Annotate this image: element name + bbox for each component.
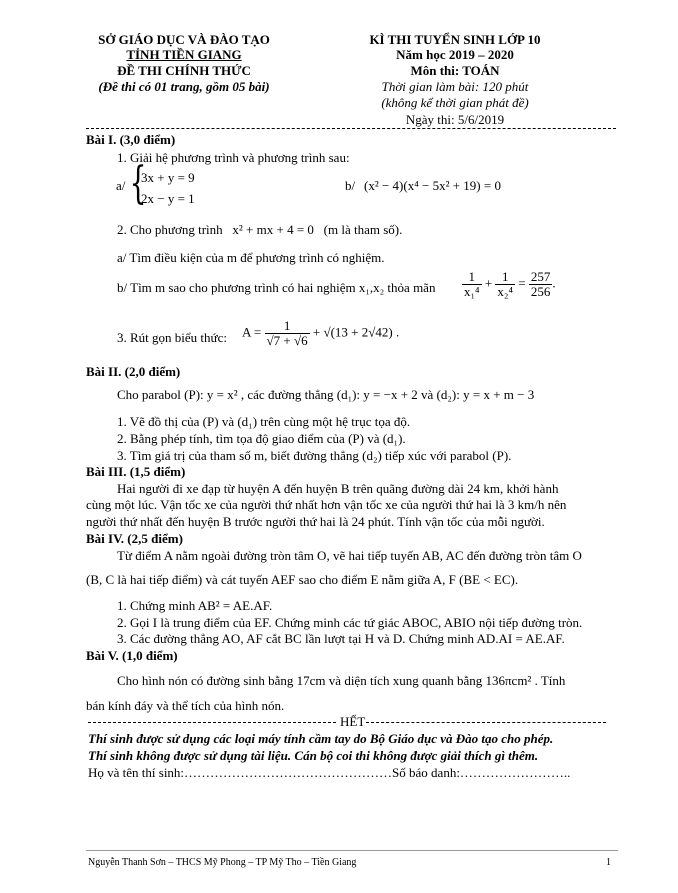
header-official: ĐỀ THI CHÍNH THỨC bbox=[117, 63, 251, 78]
header-province: TỈNH TIỀN GIANG bbox=[126, 47, 242, 62]
bai2-intro: Cho parabol (P): y = x² , các đường thẳng (d₁): y = −x + 2 và (d₂): y = x + m − 3 bbox=[117, 387, 535, 402]
bai4-line2: (B, C là hai tiếp điểm) và cát tuyến AEF sao cho điểm E nằm giữa A, F (BE < EC). bbox=[86, 572, 519, 587]
bai1-q2-equation: x² + mx + 4 = 0 bbox=[232, 222, 314, 237]
q3-den: √7 + √6 bbox=[266, 333, 308, 348]
bai1-b-equation: (x² − 4)(x⁴ − 5x² + 19) = 0 bbox=[364, 178, 501, 193]
bai4-title: Bài IV. (2,5 điểm) bbox=[86, 531, 183, 546]
bai1-a-label: a/ bbox=[116, 178, 126, 193]
q3-lhs: A = bbox=[242, 324, 262, 340]
system-brace: { bbox=[129, 158, 147, 209]
frac1-num: 1 bbox=[462, 270, 482, 285]
rhs-num: 257 bbox=[530, 269, 551, 284]
bai1-q2 bbox=[117, 222, 402, 237]
header-exam-date: Ngày thi: 5/6/2019 bbox=[405, 112, 505, 127]
header-pages-note: (Đề thi có 01 trang, gồm 05 bài) bbox=[98, 79, 270, 94]
bai5-line2: bán kính đáy và thể tích của hình nón. bbox=[86, 698, 285, 713]
bai1-title: Bài I. (3,0 điểm) bbox=[86, 132, 176, 147]
bai4-q1: 1. Chứng minh AB² = AE.AF. bbox=[117, 598, 273, 613]
bai1-q2b: b/ Tìm m sao cho phương trình có hai nghiệm x₁,x₂ thỏa mãn bbox=[117, 280, 436, 295]
header-school-year: Năm học 2019 – 2020 bbox=[396, 47, 514, 62]
bai1-system-eq2: 2x − y = 1 bbox=[141, 191, 195, 206]
page-footer-author: Nguyễn Thanh Sơn – THCS Mỹ Phong – TP Mỹ Tho – Tiền Giang bbox=[88, 857, 357, 868]
het-rule-left bbox=[88, 722, 336, 723]
bai5-line1: Cho hình nón có đường sinh bằng 17cm và diện tích xung quanh bằng 136πcm² . Tính bbox=[117, 673, 566, 688]
bai3-line2: cùng một lúc. Vận tốc xe của người thứ nhất hơn vận tốc xe của người thứ hai là 3 km/h nên bbox=[86, 497, 567, 512]
frac2-num: 1 bbox=[495, 270, 515, 285]
het-rule-right bbox=[366, 722, 606, 723]
bai5-title: Bài V. (1,0 điểm) bbox=[86, 648, 178, 663]
frac2-den: x₂⁴ bbox=[497, 284, 513, 299]
header-subject: Môn thi: TOÁN bbox=[410, 63, 500, 78]
page-number: 1 bbox=[606, 857, 611, 868]
bai2-title: Bài II. (2,0 điểm) bbox=[86, 364, 181, 379]
bai2-q2: 2. Bằng phép tính, tìm tọa độ giao điểm của (P) và (d₁). bbox=[117, 431, 406, 446]
header-dept: SỞ GIÁO DỤC VÀ ĐÀO TẠO bbox=[98, 32, 270, 47]
header-exam-title: KÌ THI TUYỂN SINH LỚP 10 bbox=[369, 32, 541, 47]
bai2-q3: 3. Tìm giá trị của tham số m, biết đường thẳng (d₂) tiếp xúc với parabol (P). bbox=[117, 448, 512, 463]
bai3-line1: Hai người đi xe đạp từ huyện A đến huyện B trên quãng đường dài 24 km, khởi hành bbox=[117, 481, 559, 496]
bai1-q3: 3. Rút gọn biểu thức: bbox=[117, 330, 227, 345]
bai4-q3: 3. Các đường thẳng AO, AF cắt BC lần lượt tại H và D. Chứng minh AD.AI = AE.AF. bbox=[117, 631, 565, 646]
q3-tail: + √(13 + 2√42) . bbox=[312, 324, 400, 340]
bai1-b-label: b/ bbox=[345, 178, 356, 193]
bai1-q2-note: (m là tham số). bbox=[323, 222, 403, 237]
bai1-q2b-condition: $\frac{1}{\text{x₁⁴}}$ + $\frac{1}{\text{x₂⁴}}$ = $\frac{257}{256}$ . bbox=[464, 269, 556, 299]
bai1-system-eq1: 3x + y = 9 bbox=[141, 170, 195, 185]
bai2-q1: 1. Vẽ đồ thị của (P) và (d₁) trên cùng một hệ trục tọa độ. bbox=[117, 414, 411, 429]
bai4-line1: Từ điểm A nằm ngoài đường tròn tâm O, vẽ hai tiếp tuyến AB, AC đến đường tròn tâm O bbox=[117, 548, 582, 563]
header-duration: Thời gian làm bài: 120 phút bbox=[381, 79, 529, 94]
het-label: HẾT bbox=[340, 714, 366, 729]
q3-num: 1 bbox=[265, 319, 310, 334]
bai1-q2-text: 2. Cho phương trình bbox=[117, 222, 223, 237]
candidate-info-line: Họ và tên thí sinh:…………………………………………Số báo danh:…………………….. bbox=[88, 765, 571, 780]
bai1-q3-expression bbox=[242, 319, 399, 348]
rhs-den: 256 bbox=[530, 284, 551, 299]
bai4-q2: 2. Gọi I là trung điểm của EF. Chứng minh các tứ giác ABOC, ABIO nội tiếp đường tròn. bbox=[117, 615, 583, 630]
bai3-title: Bài III. (1,5 điểm) bbox=[86, 464, 186, 479]
footer-note1: Thí sinh được sử dụng các loại máy tính cầm tay do Bộ Giáo dục và Đào tạo cho phép. bbox=[88, 731, 554, 746]
bai1-q2a: a/ Tìm điều kiện của m để phương trình có nghiệm. bbox=[117, 250, 385, 265]
bai3-line3: người thứ nhất đến huyện B trước người thứ hai là 24 phút. Tính vận tốc của mỗi người. bbox=[86, 514, 545, 529]
header-divider bbox=[86, 128, 616, 129]
page-footer-rule bbox=[86, 850, 618, 851]
header-duration-note: (không kể thời gian phát đề) bbox=[381, 95, 529, 110]
bai1-q1: 1. Giải hệ phương trình và phương trình sau: bbox=[117, 150, 350, 165]
footer-note2: Thí sinh không được sử dụng tài liệu. Cán bộ coi thi không được giải thích gì thêm. bbox=[88, 748, 539, 763]
frac1-den: x₁⁴ bbox=[464, 284, 480, 299]
